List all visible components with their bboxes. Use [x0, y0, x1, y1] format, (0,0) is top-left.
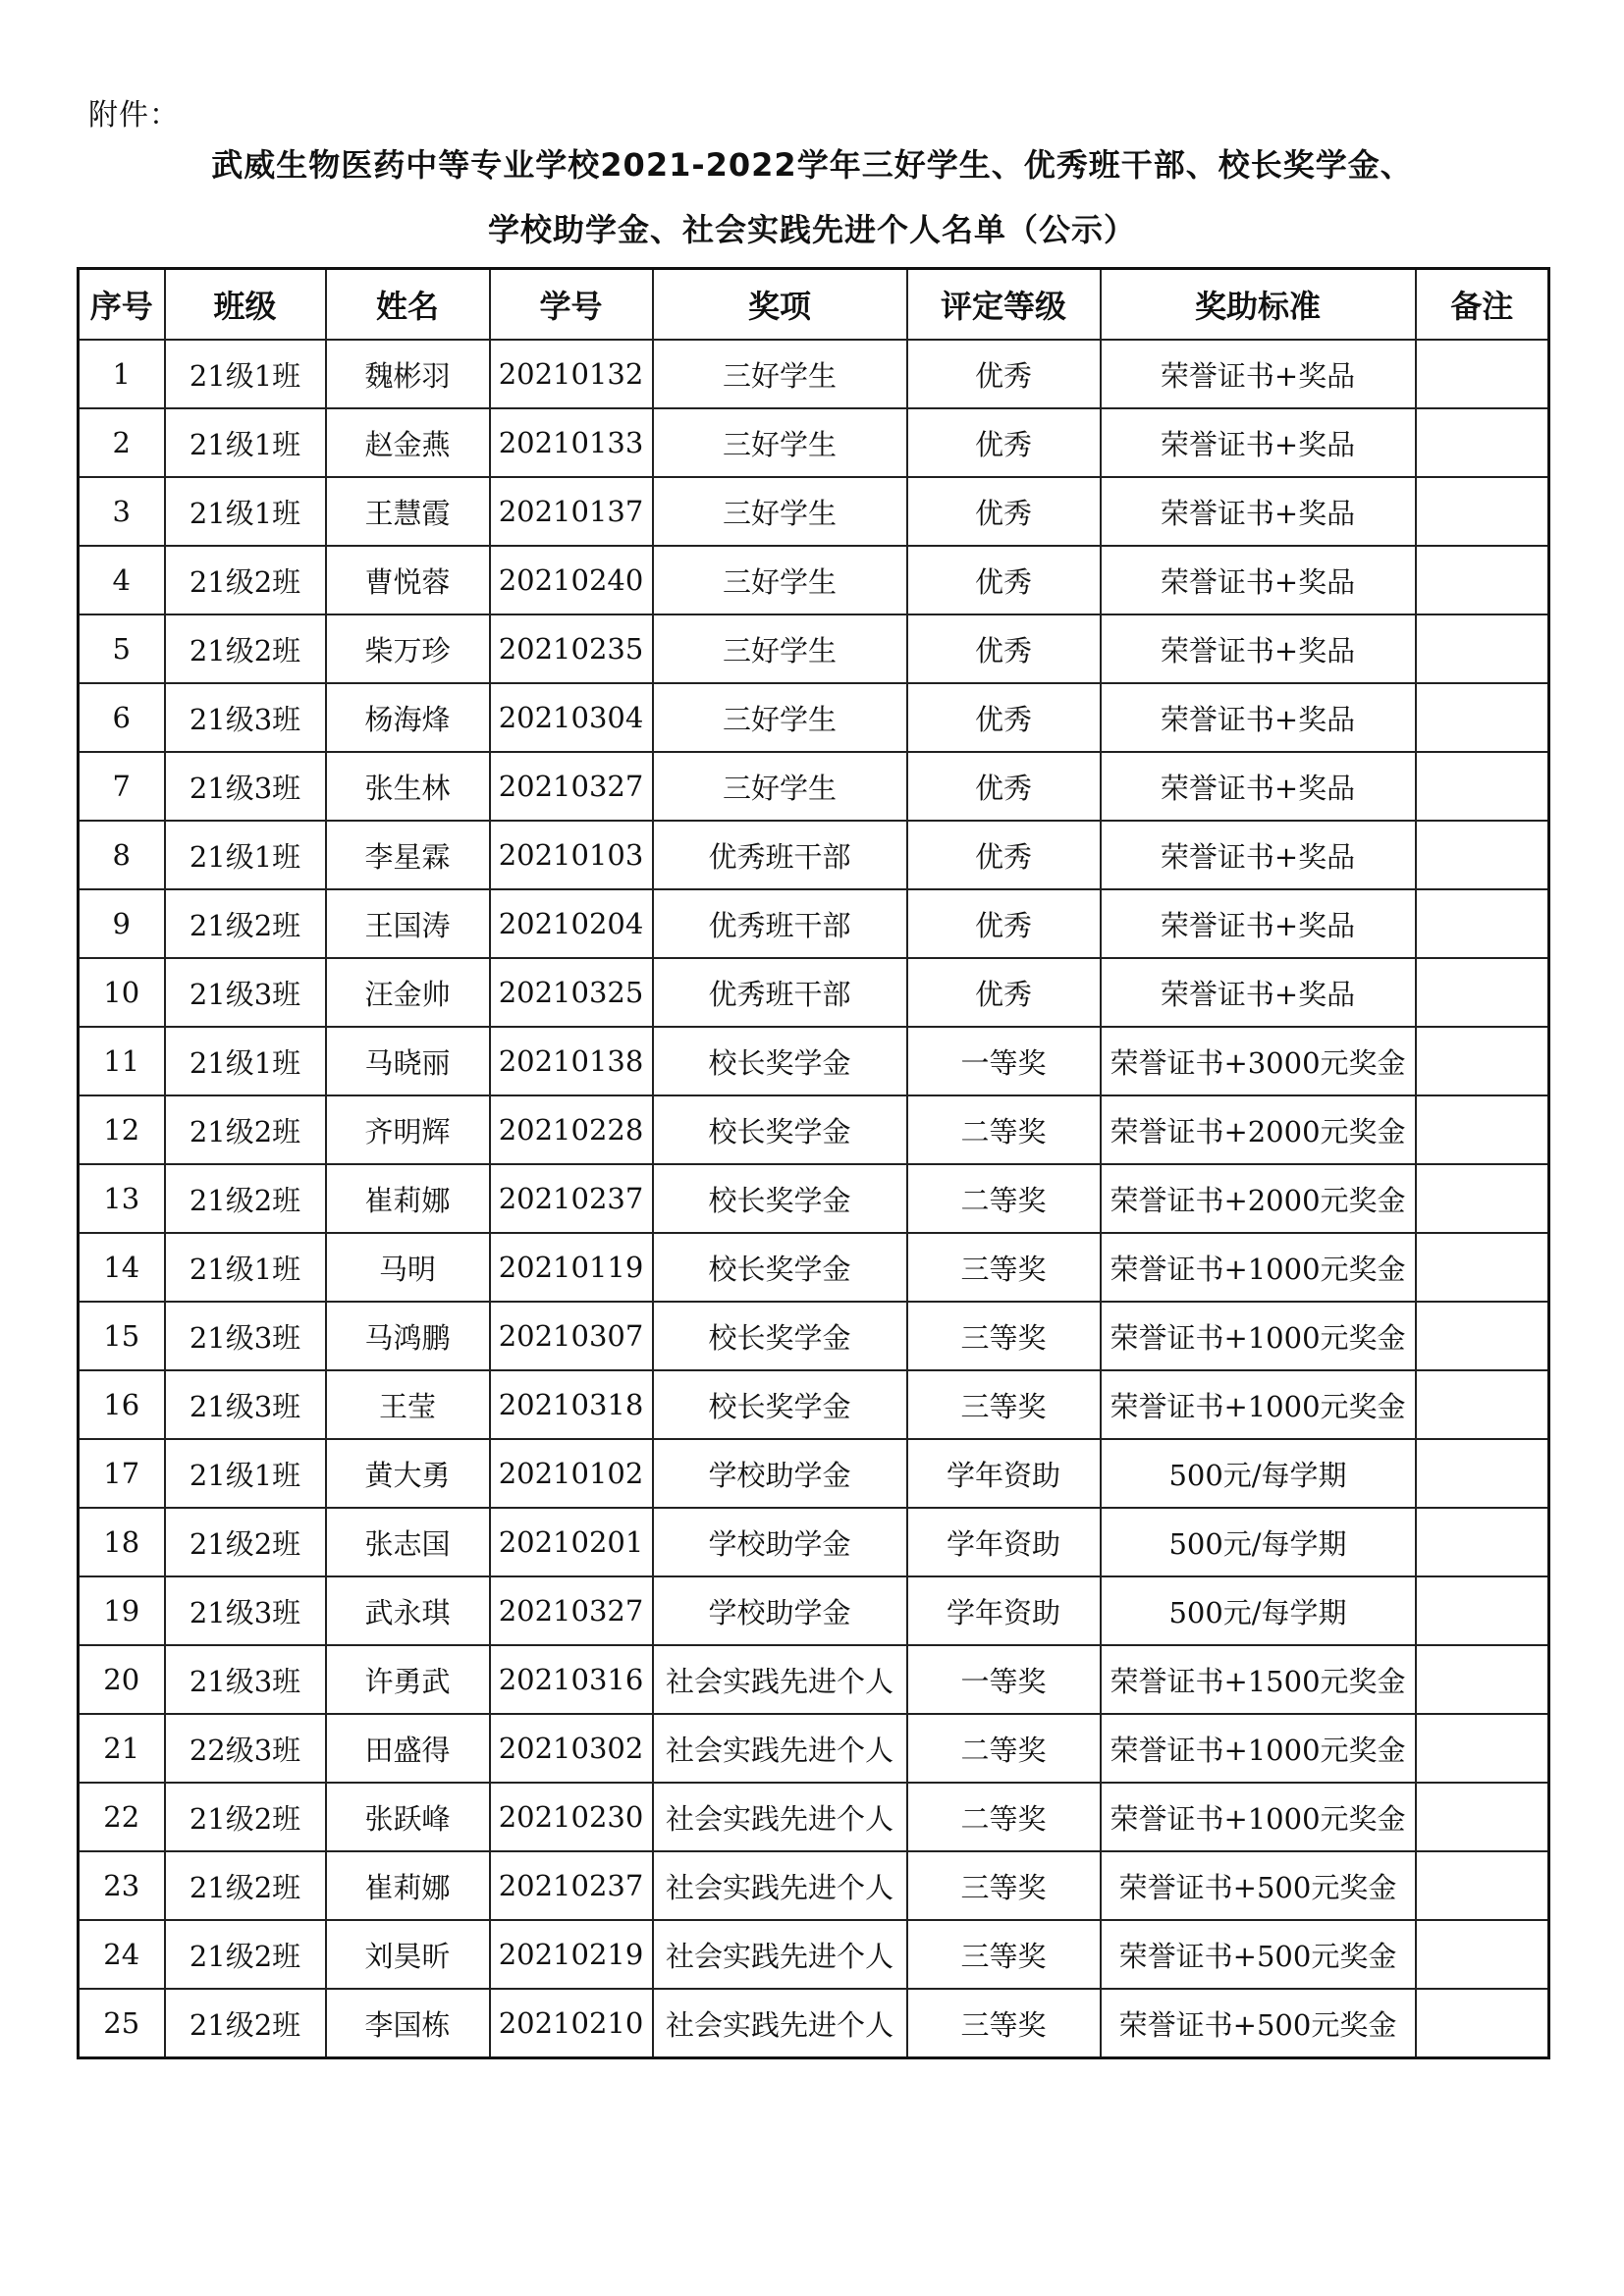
cell-name: 马鸿鹏: [326, 1302, 490, 1370]
cell-remarks: [1416, 1164, 1549, 1233]
cell-standard: 荣誉证书+奖品: [1101, 958, 1416, 1027]
cell-name: 马明: [326, 1233, 490, 1302]
cell-remarks: [1416, 1714, 1549, 1783]
table-body: [79, 340, 1549, 2058]
cell-remarks: [1416, 1302, 1549, 1370]
cell-index: 19: [79, 1576, 165, 1645]
header-standard: 奖助标准: [1101, 269, 1416, 341]
cell-award: 校长奖学金: [653, 1027, 907, 1095]
cell-name: 王莹: [326, 1370, 490, 1439]
cell-standard: 荣誉证书+500元奖金: [1101, 1920, 1416, 1989]
cell-class: 21级1班: [165, 340, 326, 408]
cell-student-id: 20210240: [490, 546, 653, 614]
cell-grade: 优秀: [907, 477, 1101, 546]
cell-class: 21级2班: [165, 1920, 326, 1989]
cell-standard: 荣誉证书+2000元奖金: [1101, 1164, 1416, 1233]
cell-student-id: 20210103: [490, 821, 653, 889]
cell-student-id: 20210230: [490, 1783, 653, 1851]
cell-standard: 荣誉证书+1000元奖金: [1101, 1370, 1416, 1439]
cell-class: 21级2班: [165, 1164, 326, 1233]
cell-standard: 荣誉证书+3000元奖金: [1101, 1027, 1416, 1095]
header-index: 序号: [79, 269, 165, 341]
cell-student-id: 20210204: [490, 889, 653, 958]
table-row: [79, 958, 1549, 1027]
cell-class: 21级3班: [165, 752, 326, 821]
cell-class: 21级2班: [165, 1508, 326, 1576]
cell-standard: 500元/每学期: [1101, 1439, 1416, 1508]
cell-award: 优秀班干部: [653, 821, 907, 889]
cell-student-id: 20210237: [490, 1164, 653, 1233]
cell-class: 21级1班: [165, 1439, 326, 1508]
cell-index: 23: [79, 1851, 165, 1920]
cell-standard: 荣誉证书+2000元奖金: [1101, 1095, 1416, 1164]
cell-index: 17: [79, 1439, 165, 1508]
cell-standard: 500元/每学期: [1101, 1508, 1416, 1576]
cell-student-id: 20210137: [490, 477, 653, 546]
cell-award: 社会实践先进个人: [653, 1989, 907, 2058]
cell-award: 社会实践先进个人: [653, 1645, 907, 1714]
cell-grade: 优秀: [907, 546, 1101, 614]
cell-grade: 学年资助: [907, 1576, 1101, 1645]
cell-name: 李国栋: [326, 1989, 490, 2058]
cell-remarks: [1416, 614, 1549, 683]
table-row: [79, 614, 1549, 683]
cell-standard: 荣誉证书+1000元奖金: [1101, 1714, 1416, 1783]
cell-award: 校长奖学金: [653, 1164, 907, 1233]
cell-index: 21: [79, 1714, 165, 1783]
cell-standard: 荣誉证书+1000元奖金: [1101, 1233, 1416, 1302]
table-row: [79, 1851, 1549, 1920]
cell-class: 21级3班: [165, 958, 326, 1027]
cell-standard: 荣誉证书+1000元奖金: [1101, 1783, 1416, 1851]
cell-name: 黄大勇: [326, 1439, 490, 1508]
cell-standard: 荣誉证书+奖品: [1101, 340, 1416, 408]
cell-class: 21级1班: [165, 1233, 326, 1302]
cell-grade: 学年资助: [907, 1439, 1101, 1508]
cell-class: 22级3班: [165, 1714, 326, 1783]
table-row: [79, 546, 1549, 614]
cell-remarks: [1416, 889, 1549, 958]
cell-grade: 三等奖: [907, 1920, 1101, 1989]
cell-student-id: 20210132: [490, 340, 653, 408]
cell-student-id: 20210327: [490, 1576, 653, 1645]
cell-grade: 二等奖: [907, 1714, 1101, 1783]
cell-grade: 三等奖: [907, 1370, 1101, 1439]
table-row: [79, 821, 1549, 889]
cell-name: 李星霖: [326, 821, 490, 889]
cell-award: 社会实践先进个人: [653, 1783, 907, 1851]
document-title-line1: 武威生物医药中等专业学校2021-2022学年三好学生、优秀班干部、校长奖学金、: [211, 146, 1413, 184]
cell-student-id: 20210133: [490, 408, 653, 477]
cell-grade: 优秀: [907, 889, 1101, 958]
cell-award: 三好学生: [653, 408, 907, 477]
cell-name: 崔莉娜: [326, 1164, 490, 1233]
cell-index: 11: [79, 1027, 165, 1095]
cell-class: 21级3班: [165, 1302, 326, 1370]
cell-class: 21级2班: [165, 1851, 326, 1920]
cell-name: 武永琪: [326, 1576, 490, 1645]
cell-name: 王国涛: [326, 889, 490, 958]
cell-grade: 优秀: [907, 821, 1101, 889]
header-name: 姓名: [326, 269, 490, 341]
cell-standard: 荣誉证书+奖品: [1101, 477, 1416, 546]
cell-student-id: 20210138: [490, 1027, 653, 1095]
cell-index: 15: [79, 1302, 165, 1370]
cell-name: 曹悦蓉: [326, 546, 490, 614]
table-row: [79, 1370, 1549, 1439]
cell-student-id: 20210316: [490, 1645, 653, 1714]
table-row: [79, 1095, 1549, 1164]
cell-standard: 500元/每学期: [1101, 1576, 1416, 1645]
table-row: [79, 1576, 1549, 1645]
cell-standard: 荣誉证书+奖品: [1101, 614, 1416, 683]
cell-index: 24: [79, 1920, 165, 1989]
table-row: [79, 1233, 1549, 1302]
cell-class: 21级1班: [165, 1027, 326, 1095]
cell-award: 三好学生: [653, 546, 907, 614]
cell-student-id: 20210325: [490, 958, 653, 1027]
cell-award: 校长奖学金: [653, 1233, 907, 1302]
cell-remarks: [1416, 821, 1549, 889]
cell-remarks: [1416, 1783, 1549, 1851]
cell-grade: 学年资助: [907, 1508, 1101, 1576]
cell-class: 21级2班: [165, 1095, 326, 1164]
cell-grade: 优秀: [907, 408, 1101, 477]
cell-index: 1: [79, 340, 165, 408]
cell-grade: 三等奖: [907, 1989, 1101, 2058]
cell-name: 马晓丽: [326, 1027, 490, 1095]
cell-grade: 二等奖: [907, 1095, 1101, 1164]
cell-student-id: 20210119: [490, 1233, 653, 1302]
cell-index: 10: [79, 958, 165, 1027]
table-row: [79, 889, 1549, 958]
cell-index: 2: [79, 408, 165, 477]
cell-index: 25: [79, 1989, 165, 2058]
cell-award: 社会实践先进个人: [653, 1920, 907, 1989]
cell-class: 21级1班: [165, 408, 326, 477]
table-row: [79, 1508, 1549, 1576]
table-row: [79, 1027, 1549, 1095]
cell-name: 汪金帅: [326, 958, 490, 1027]
cell-award: 学校助学金: [653, 1439, 907, 1508]
cell-standard: 荣誉证书+奖品: [1101, 752, 1416, 821]
cell-remarks: [1416, 752, 1549, 821]
cell-index: 16: [79, 1370, 165, 1439]
document-title-line2: 学校助学金、社会实践先进个人名单（公示）: [487, 211, 1136, 248]
cell-index: 20: [79, 1645, 165, 1714]
cell-grade: 优秀: [907, 752, 1101, 821]
table-row: [79, 408, 1549, 477]
cell-remarks: [1416, 1920, 1549, 1989]
header-award: 奖项: [653, 269, 907, 341]
cell-student-id: 20210228: [490, 1095, 653, 1164]
cell-index: 22: [79, 1783, 165, 1851]
header-remarks: 备注: [1416, 269, 1549, 341]
cell-class: 21级2班: [165, 614, 326, 683]
cell-award: 校长奖学金: [653, 1370, 907, 1439]
table-row: [79, 683, 1549, 752]
cell-student-id: 20210201: [490, 1508, 653, 1576]
cell-name: 张志国: [326, 1508, 490, 1576]
cell-standard: 荣誉证书+500元奖金: [1101, 1989, 1416, 2058]
cell-grade: 优秀: [907, 683, 1101, 752]
cell-grade: 三等奖: [907, 1851, 1101, 1920]
cell-grade: 优秀: [907, 614, 1101, 683]
cell-index: 14: [79, 1233, 165, 1302]
cell-name: 刘昊昕: [326, 1920, 490, 1989]
cell-remarks: [1416, 958, 1549, 1027]
cell-student-id: 20210304: [490, 683, 653, 752]
cell-grade: 一等奖: [907, 1027, 1101, 1095]
table-row: [79, 1920, 1549, 1989]
cell-grade: 三等奖: [907, 1302, 1101, 1370]
cell-class: 21级3班: [165, 683, 326, 752]
cell-index: 6: [79, 683, 165, 752]
header-student-id: 学号: [490, 269, 653, 341]
cell-student-id: 20210235: [490, 614, 653, 683]
cell-class: 21级2班: [165, 1783, 326, 1851]
header-grade: 评定等级: [907, 269, 1101, 341]
cell-remarks: [1416, 1576, 1549, 1645]
cell-name: 柴万珍: [326, 614, 490, 683]
cell-name: 张跃峰: [326, 1783, 490, 1851]
cell-grade: 三等奖: [907, 1233, 1101, 1302]
cell-student-id: 20210302: [490, 1714, 653, 1783]
cell-index: 3: [79, 477, 165, 546]
cell-index: 4: [79, 546, 165, 614]
cell-standard: 荣誉证书+奖品: [1101, 546, 1416, 614]
cell-index: 8: [79, 821, 165, 889]
cell-class: 21级2班: [165, 1989, 326, 2058]
cell-index: 13: [79, 1164, 165, 1233]
cell-remarks: [1416, 477, 1549, 546]
cell-award: 学校助学金: [653, 1508, 907, 1576]
cell-award: 三好学生: [653, 752, 907, 821]
cell-class: 21级2班: [165, 546, 326, 614]
cell-award: 三好学生: [653, 614, 907, 683]
cell-index: 5: [79, 614, 165, 683]
cell-name: 魏彬羽: [326, 340, 490, 408]
cell-award: 三好学生: [653, 340, 907, 408]
cell-student-id: 20210318: [490, 1370, 653, 1439]
cell-remarks: [1416, 1095, 1549, 1164]
cell-student-id: 20210307: [490, 1302, 653, 1370]
cell-grade: 优秀: [907, 958, 1101, 1027]
cell-class: 21级3班: [165, 1576, 326, 1645]
cell-name: 齐明辉: [326, 1095, 490, 1164]
cell-remarks: [1416, 1370, 1549, 1439]
table-row: [79, 1439, 1549, 1508]
table-row: [79, 1989, 1549, 2058]
cell-grade: 优秀: [907, 340, 1101, 408]
cell-award: 校长奖学金: [653, 1095, 907, 1164]
cell-name: 王慧霞: [326, 477, 490, 546]
table-row: [79, 1714, 1549, 1783]
cell-class: 21级2班: [165, 889, 326, 958]
cell-index: 12: [79, 1095, 165, 1164]
cell-award: 社会实践先进个人: [653, 1851, 907, 1920]
cell-class: 21级3班: [165, 1370, 326, 1439]
table-row: [79, 1783, 1549, 1851]
cell-remarks: [1416, 1645, 1549, 1714]
cell-remarks: [1416, 1439, 1549, 1508]
cell-award: 学校助学金: [653, 1576, 907, 1645]
table-row: [79, 1645, 1549, 1714]
cell-class: 21级1班: [165, 821, 326, 889]
cell-standard: 荣誉证书+奖品: [1101, 821, 1416, 889]
cell-award: 三好学生: [653, 477, 907, 546]
cell-student-id: 20210219: [490, 1920, 653, 1989]
table-row: [79, 340, 1549, 408]
cell-standard: 荣誉证书+1500元奖金: [1101, 1645, 1416, 1714]
cell-name: 许勇武: [326, 1645, 490, 1714]
cell-remarks: [1416, 546, 1549, 614]
header-class: 班级: [165, 269, 326, 341]
cell-name: 赵金燕: [326, 408, 490, 477]
cell-remarks: [1416, 1027, 1549, 1095]
cell-student-id: 20210102: [490, 1439, 653, 1508]
table-row: [79, 477, 1549, 546]
honor-roster-table: [77, 267, 1550, 2059]
cell-award: 校长奖学金: [653, 1302, 907, 1370]
cell-name: 崔莉娜: [326, 1851, 490, 1920]
cell-remarks: [1416, 1508, 1549, 1576]
cell-name: 张生林: [326, 752, 490, 821]
cell-name: 杨海烽: [326, 683, 490, 752]
cell-student-id: 20210210: [490, 1989, 653, 2058]
cell-remarks: [1416, 1851, 1549, 1920]
cell-remarks: [1416, 1233, 1549, 1302]
cell-remarks: [1416, 340, 1549, 408]
attachment-label: 附件：: [88, 98, 180, 133]
cell-remarks: [1416, 408, 1549, 477]
table-row: [79, 1164, 1549, 1233]
cell-student-id: 20210327: [490, 752, 653, 821]
cell-index: 18: [79, 1508, 165, 1576]
cell-class: 21级3班: [165, 1645, 326, 1714]
cell-standard: 荣誉证书+500元奖金: [1101, 1851, 1416, 1920]
cell-award: 社会实践先进个人: [653, 1714, 907, 1783]
cell-remarks: [1416, 683, 1549, 752]
table-row: [79, 1302, 1549, 1370]
cell-remarks: [1416, 1989, 1549, 2058]
cell-grade: 二等奖: [907, 1164, 1101, 1233]
table-header-row: [79, 269, 1549, 341]
cell-standard: 荣誉证书+奖品: [1101, 889, 1416, 958]
cell-grade: 一等奖: [907, 1645, 1101, 1714]
cell-student-id: 20210237: [490, 1851, 653, 1920]
cell-award: 优秀班干部: [653, 889, 907, 958]
table-row: [79, 752, 1549, 821]
cell-award: 优秀班干部: [653, 958, 907, 1027]
cell-standard: 荣誉证书+1000元奖金: [1101, 1302, 1416, 1370]
cell-standard: 荣誉证书+奖品: [1101, 683, 1416, 752]
cell-index: 7: [79, 752, 165, 821]
cell-grade: 二等奖: [907, 1783, 1101, 1851]
cell-award: 三好学生: [653, 683, 907, 752]
cell-name: 田盛得: [326, 1714, 490, 1783]
cell-index: 9: [79, 889, 165, 958]
cell-standard: 荣誉证书+奖品: [1101, 408, 1416, 477]
cell-class: 21级1班: [165, 477, 326, 546]
